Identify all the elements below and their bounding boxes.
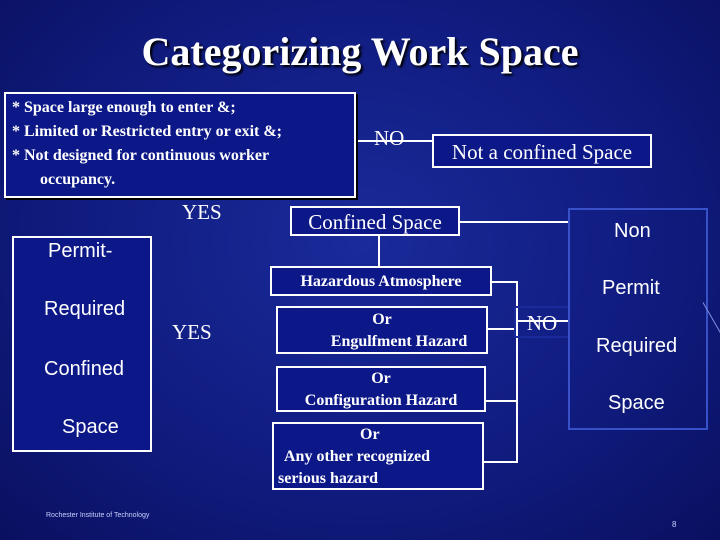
- criteria-line-3: * Not designed for continuous worker: [12, 147, 270, 164]
- connector-atmosphere: [492, 281, 518, 283]
- criteria-line-2: * Limited or Restricted entry or exit &;: [12, 123, 282, 140]
- no-label-top: NO: [374, 126, 405, 150]
- no-label-middle: NO: [526, 311, 558, 335]
- permit-line-4: Space: [62, 416, 119, 438]
- criteria-box: [4, 92, 356, 198]
- hazard-other-line-1: Any other recognized: [284, 448, 431, 465]
- criteria-line-4: occupancy.: [40, 171, 116, 188]
- no-label-middle-box: [514, 306, 570, 338]
- hazard-other-line-2: serious hazard: [278, 470, 378, 487]
- permit-line-1: Permit-: [48, 240, 113, 262]
- hazard-other-box: [272, 422, 484, 490]
- connector-other: [484, 461, 518, 463]
- connector-confined-down: [378, 234, 380, 268]
- nonpermit-line-1: Non: [614, 220, 651, 242]
- permit-required-box: [12, 236, 152, 452]
- non-permit-box: [568, 208, 708, 430]
- permit-line-2: Required: [44, 298, 126, 320]
- yes-label-middle: YES: [172, 320, 212, 344]
- page-number: 8: [672, 520, 677, 529]
- yes-label-top: YES: [182, 200, 222, 224]
- or-label-3: Or: [360, 426, 380, 443]
- criteria-line-1: * Space large enough to enter &;: [12, 99, 236, 116]
- nonpermit-line-4: Space: [608, 392, 665, 414]
- connector-configuration: [486, 400, 516, 402]
- or-label-1: Or: [372, 311, 392, 328]
- not-confined-label: Not a confined Space: [451, 140, 633, 164]
- hazard-configuration-box: [276, 366, 486, 412]
- connector-confined-right: [458, 221, 568, 223]
- or-label-2: Or: [371, 370, 391, 387]
- nonpermit-line-3: Required: [596, 335, 678, 357]
- not-confined-box: [432, 134, 652, 168]
- hazard-atmosphere-label: Hazardous Atmosphere: [300, 273, 462, 290]
- hazard-engulfment-box: [276, 306, 488, 354]
- confined-space-box: [290, 206, 460, 236]
- hazard-configuration-label: Configuration Hazard: [304, 392, 458, 409]
- hazard-atmosphere-box: [270, 266, 492, 296]
- permit-line-3: Confined: [44, 358, 125, 380]
- slide-title: Categorizing Work Space: [141, 29, 579, 74]
- hazard-engulfment-label: Engulfment Hazard: [330, 333, 468, 350]
- footer-institution: Rochester Institute of Technology: [46, 512, 150, 519]
- confined-space-label: Confined Space: [308, 210, 442, 234]
- nonpermit-line-2: Permit: [602, 277, 660, 299]
